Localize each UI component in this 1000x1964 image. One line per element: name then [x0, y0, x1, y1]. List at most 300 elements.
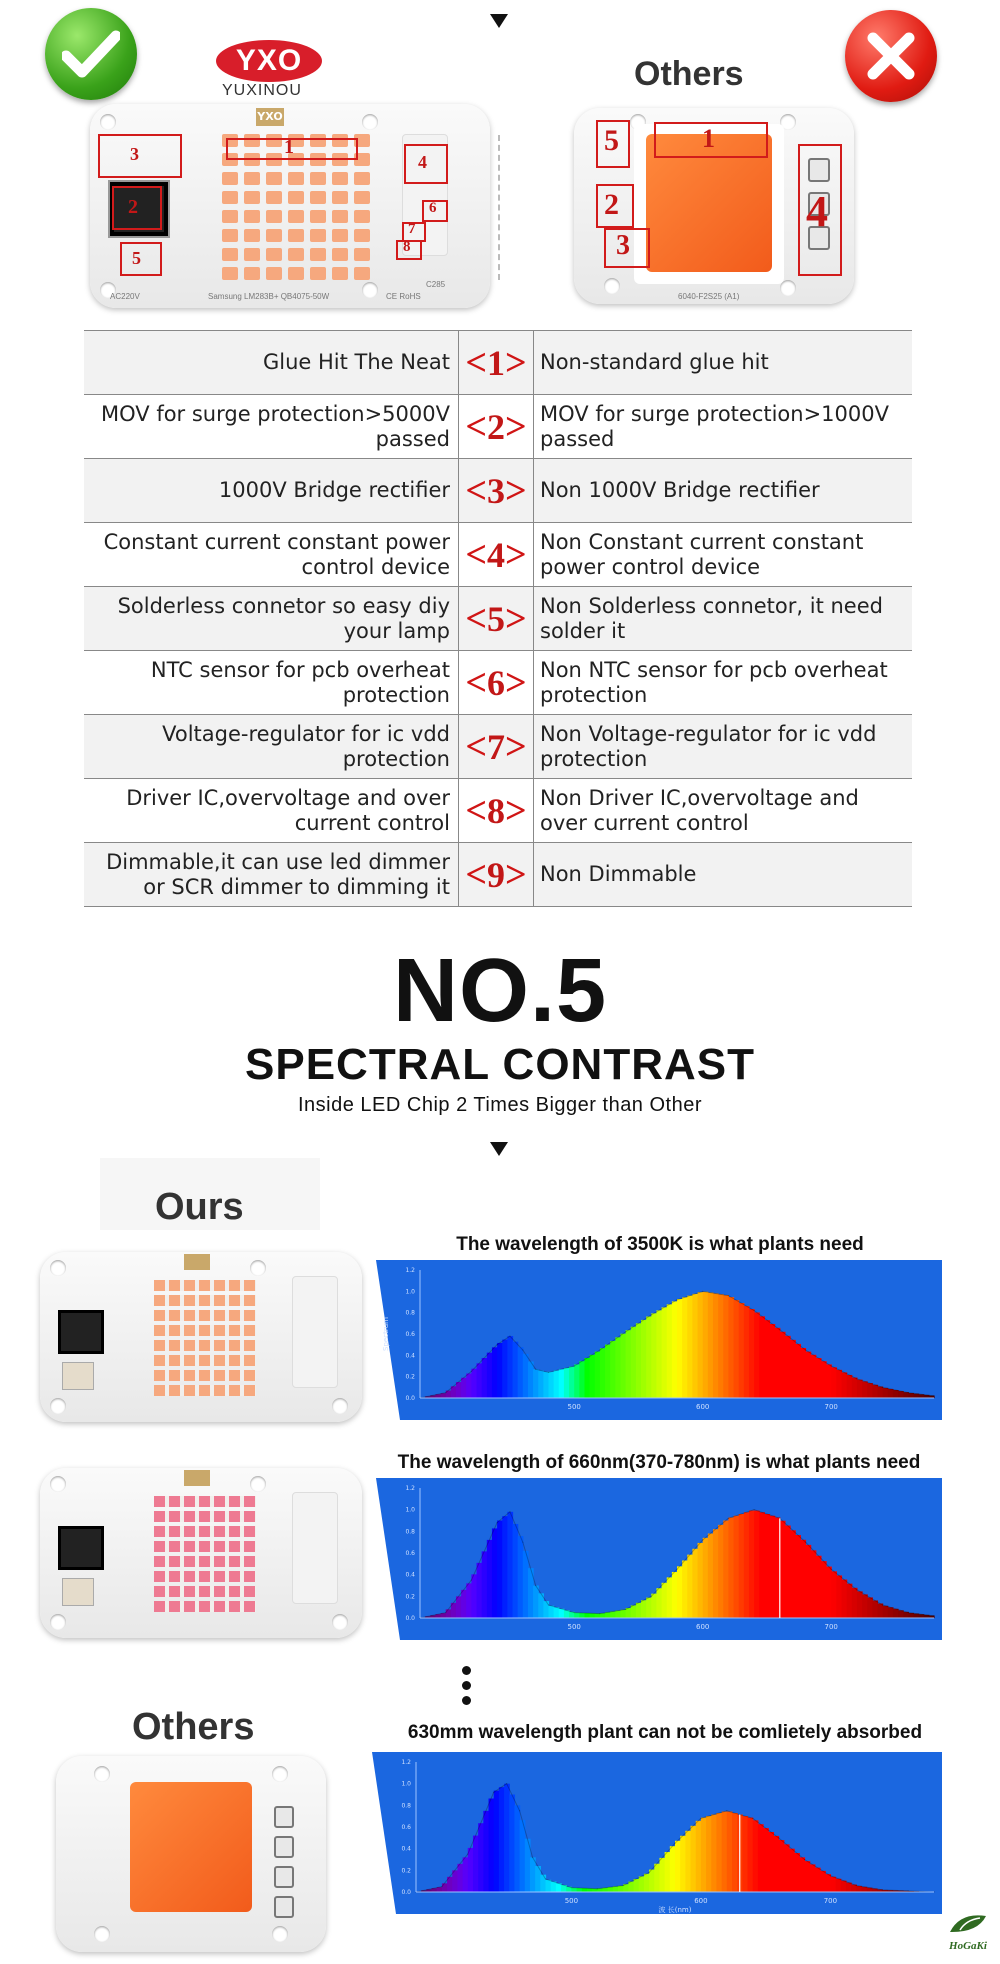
y-tick-label: 0.2 [401, 1867, 411, 1875]
spectrum-band [877, 1386, 883, 1398]
spectrum-band [763, 1828, 769, 1892]
row-number-value: 1 [487, 342, 505, 383]
spectrum-band [888, 1389, 894, 1398]
spectrum-band [608, 1887, 614, 1892]
spectrum-band [711, 1815, 717, 1892]
spectrum-band [461, 1378, 467, 1398]
others-feature: Non Dimmable [534, 843, 913, 907]
spectrum-band [785, 1525, 791, 1618]
mount-hole [272, 1926, 288, 1942]
spectrum-band [483, 1811, 489, 1892]
row-number [459, 779, 534, 843]
spectrum-band [728, 1297, 734, 1398]
spectrum-band [825, 1874, 831, 1892]
spectrum-band [574, 1613, 580, 1618]
y-tick-label: 0.8 [405, 1309, 415, 1317]
spectrum-band [800, 1348, 806, 1398]
chevron-left-icon: < [465, 597, 487, 640]
spectrum-band [753, 1820, 759, 1892]
spectrum-chart-2 [376, 1478, 942, 1640]
row-number [459, 651, 534, 715]
mov-component [58, 1526, 104, 1570]
spectrum-band [574, 1364, 580, 1398]
spectrum-band [883, 1606, 889, 1618]
mount-hole [250, 1260, 266, 1276]
spectrum-chart-1 [376, 1260, 942, 1420]
y-tick-label: 0.4 [401, 1845, 411, 1853]
spectrum-band [708, 1534, 714, 1619]
data-point [856, 1378, 857, 1379]
y-tick-label: 1.0 [405, 1288, 415, 1296]
mount-hole [50, 1260, 66, 1276]
x-axis-label: 波 长(nm) [658, 1906, 692, 1914]
row-number [459, 843, 534, 907]
row-number [459, 587, 534, 651]
spectrum-band [620, 1610, 626, 1618]
row-number-value: 9 [487, 854, 505, 895]
spectrum-band [888, 1607, 894, 1618]
spectrum-band [795, 1344, 801, 1398]
marker-2-box [112, 186, 162, 230]
others-board [56, 1756, 326, 1952]
data-point [726, 1810, 727, 1811]
y-tick-label: 0.0 [405, 1395, 415, 1402]
marker-6-box [422, 200, 448, 222]
data-point [599, 1613, 600, 1614]
mount-hole [362, 282, 378, 298]
chevron-right-icon: > [505, 661, 527, 704]
data-point [882, 1387, 883, 1388]
spectrum-band [773, 1836, 779, 1892]
spectrum-band [867, 1597, 873, 1618]
spectrum-band [489, 1799, 495, 1892]
y-tick-label: 0.8 [405, 1528, 415, 1536]
spectrum-band [836, 1370, 842, 1398]
spectrum-chart-3 [372, 1752, 942, 1914]
spectrum-band [759, 1316, 765, 1398]
marker-3-box [98, 134, 182, 178]
mount-hole [100, 114, 116, 130]
spectrum-band [723, 1521, 729, 1619]
chevron-left-icon: < [465, 341, 487, 384]
down-arrow-icon [490, 1142, 508, 1156]
row-number-value: 7 [487, 726, 505, 767]
data-point [445, 1392, 446, 1393]
spectrum-band [533, 1586, 539, 1619]
spectrum-band [507, 1336, 513, 1398]
brand-logo: YXO [216, 40, 322, 82]
spectrum-band [675, 1841, 681, 1892]
spectrum-band [779, 1840, 785, 1892]
spectrum-band [795, 1535, 801, 1618]
spectrum-band [816, 1358, 822, 1398]
spectrum-band [841, 1372, 847, 1398]
spectrum-band [477, 1563, 483, 1618]
spectrum-band [821, 1561, 827, 1618]
spectrum-band [554, 1607, 560, 1618]
spectrum-band [477, 1363, 483, 1398]
divider [498, 135, 500, 280]
spectrum-band [836, 1879, 842, 1892]
x-tick-label: 600 [694, 1897, 708, 1905]
spectrum-band [665, 1852, 671, 1892]
hogaki-logo [940, 1910, 996, 1950]
spectrum-band [775, 1328, 781, 1398]
data-point [471, 1371, 472, 1372]
spectrum-band [672, 1572, 678, 1618]
data-point [752, 1818, 753, 1819]
chevron-right-icon: > [505, 853, 527, 896]
spectrum-band [497, 1521, 503, 1619]
data-point [779, 1329, 780, 1330]
chevron-right-icon: > [505, 341, 527, 384]
others-feature: Non Driver IC,overvoltage and over current control [534, 779, 913, 843]
data-point [674, 1843, 675, 1844]
spectrum-band [492, 1347, 498, 1398]
spectrum-band [605, 1345, 611, 1398]
chart-1-title: The wavelength of 3500K is what plants need [456, 1234, 864, 1255]
chevron-right-icon: > [505, 725, 527, 768]
spectrum-band [758, 1824, 764, 1892]
marker-5-box [120, 242, 162, 276]
y-tick-label: 0.6 [405, 1550, 415, 1557]
spectrum-band [811, 1550, 817, 1618]
spectrum-band [739, 1303, 745, 1398]
spectrum-band [457, 1864, 463, 1892]
spectrum-band [620, 1334, 626, 1398]
spectrum-band [811, 1355, 817, 1398]
data-point [804, 1859, 805, 1860]
spectrum-band [877, 1603, 883, 1618]
spectrum-band [826, 1364, 832, 1398]
spectrum-band [631, 1327, 637, 1398]
spectrum-band [639, 1876, 645, 1892]
spectrum-band [631, 1605, 637, 1618]
spectrum-band [764, 1320, 770, 1398]
spectrum-band [514, 1805, 520, 1892]
mount-hole [272, 1766, 288, 1782]
rectifier-chip [274, 1836, 294, 1858]
connector [62, 1578, 94, 1606]
spectrum-band [546, 1880, 552, 1892]
data-point [933, 1395, 934, 1396]
data-point [471, 1579, 472, 1580]
spectrum-band [790, 1530, 796, 1618]
spectrum-band [504, 1784, 510, 1892]
data-point [574, 1612, 575, 1613]
others-feature: Non Voltage-regulator for ic vdd protection [534, 715, 913, 779]
others-led-board [574, 108, 854, 304]
spectrum-band [872, 1600, 878, 1618]
spectrum-band [893, 1609, 899, 1618]
spectrum-band [857, 1591, 863, 1618]
ours-feature: Solderless connetor so easy diy your lamp [84, 587, 459, 651]
spectrum-band [696, 1821, 702, 1892]
spectrum-band [518, 1347, 524, 1398]
mount-hole [332, 1398, 348, 1414]
rectifier-chip [274, 1866, 294, 1888]
spectrum-band [538, 1370, 544, 1398]
chevron-right-icon: > [505, 597, 527, 640]
spectrum-band [662, 1583, 668, 1618]
spectrum-band [722, 1812, 728, 1892]
data-point [522, 1542, 523, 1543]
spectrum-band [749, 1511, 755, 1618]
ce-label: CE RoHS [386, 292, 421, 301]
spectrum-band [667, 1577, 673, 1618]
spectrum-band [452, 1870, 458, 1892]
data-point [882, 1604, 883, 1605]
spectrum-band [618, 1886, 624, 1892]
data-point [676, 1569, 677, 1570]
spectrum-band [513, 1342, 519, 1398]
spectrum-band [549, 1372, 555, 1398]
spectrum-band [754, 1312, 760, 1398]
data-point [597, 1888, 598, 1889]
spectrum-band [672, 1301, 678, 1398]
data-point [545, 1878, 546, 1879]
spectrum-band [646, 1598, 652, 1618]
data-point [509, 1511, 510, 1512]
spectrum-band [502, 1340, 508, 1398]
spectrum-band [713, 1293, 719, 1398]
spectrum-band [703, 1292, 709, 1398]
spectrum-band [677, 1566, 683, 1618]
comparison-row [84, 779, 912, 843]
spectrum-band [742, 1816, 748, 1892]
ours-feature: NTC sensor for pcb overheat protection [84, 651, 459, 715]
x-tick-label: 700 [824, 1623, 838, 1631]
spectrum-band [468, 1848, 474, 1892]
model-label: Samsung LM283B+ QB4075-50W [208, 292, 330, 301]
spectrum-band [499, 1787, 505, 1892]
spectrum-band [528, 1362, 534, 1398]
spectrum-band [564, 1368, 570, 1398]
spectrum-band [830, 1877, 836, 1892]
spectrum-band [831, 1367, 837, 1398]
spectrum-band [654, 1864, 660, 1892]
mount-hole [94, 1926, 110, 1942]
led-array [154, 1492, 256, 1612]
data-point [548, 1604, 549, 1605]
spectrum-band [646, 1317, 652, 1398]
mount-hole [362, 114, 378, 130]
data-point [493, 1792, 494, 1793]
mount-hole [50, 1398, 66, 1414]
mount-hole [50, 1476, 66, 1492]
spectrum-band [595, 1614, 601, 1618]
spectrum-band [456, 1596, 462, 1618]
marker-4: 4 [418, 152, 427, 172]
spectrum-band [533, 1369, 539, 1398]
spectrum-band [748, 1818, 754, 1892]
y-tick-label: 1.2 [405, 1485, 415, 1492]
spectrum-band [810, 1864, 816, 1892]
data-point [623, 1885, 624, 1886]
spectrum-band [799, 1857, 805, 1892]
mount-hole [250, 1476, 266, 1492]
spectrum-band [509, 1795, 515, 1893]
ours-feature: 1000V Bridge rectifier [84, 459, 459, 523]
spectrum-band [590, 1613, 596, 1618]
driver-area [292, 1276, 338, 1388]
others-feature: Non-standard glue hit [534, 331, 913, 395]
brand-mark: HoGaKi [949, 1940, 987, 1952]
spectrum-band [442, 1883, 448, 1892]
y-tick-label: 0.6 [405, 1331, 415, 1338]
data-point [649, 1872, 650, 1873]
data-point [831, 1569, 832, 1570]
spectrum-band [806, 1352, 812, 1398]
spectrum-band [551, 1882, 557, 1892]
row-number-value: 3 [487, 470, 505, 511]
ours-feature: MOV for surge protection>5000V passed [84, 395, 459, 459]
spectrum-band [749, 1309, 755, 1398]
data-point [535, 1369, 536, 1370]
data-point [506, 1783, 507, 1784]
ac-label: AC220V [110, 292, 140, 301]
spectrum-band [513, 1524, 519, 1618]
spectrum-band [670, 1846, 676, 1892]
spectrum-band [718, 1294, 724, 1398]
data-point [519, 1810, 520, 1811]
spectrum-band [800, 1540, 806, 1618]
chevron-right-icon: > [505, 789, 527, 832]
data-point [509, 1336, 510, 1337]
spectrum-band [898, 1391, 904, 1398]
led-array [154, 1276, 256, 1396]
spectrum-band [780, 1521, 786, 1618]
spectrum-band [482, 1551, 488, 1618]
yxo-led-board [90, 104, 490, 308]
comparison-row [84, 523, 912, 587]
spectrum-band [466, 1373, 472, 1398]
mount-hole [604, 278, 620, 294]
leaf-icon [940, 1910, 996, 1936]
spectrum-band [662, 1307, 668, 1398]
data-point [908, 1890, 909, 1891]
spectrum-band [554, 1370, 560, 1398]
y-tick-label: 1.2 [405, 1267, 415, 1274]
spectrum-band [732, 1813, 738, 1892]
spectrum-band [713, 1529, 719, 1618]
spectrum-band [615, 1611, 621, 1618]
section-heading: NO.5 [392, 941, 608, 1041]
marker-5: 5 [132, 248, 141, 268]
marker-4-box [798, 144, 842, 276]
y-tick-label: 0.4 [405, 1352, 415, 1360]
y-tick-label: 0.0 [401, 1889, 411, 1896]
marker-5: 5 [604, 124, 619, 157]
data-point [548, 1372, 549, 1373]
marker-1-box [226, 138, 358, 160]
data-point [728, 1518, 729, 1519]
spectrum-band [636, 1323, 642, 1398]
spectrum-band [789, 1849, 795, 1892]
rectifier-chip [274, 1806, 294, 1828]
marker-1: 1 [284, 136, 294, 158]
x-tick-label: 600 [696, 1623, 710, 1631]
spectrum-band [698, 1292, 704, 1398]
spectrum-band [836, 1575, 842, 1618]
spectrum-band [856, 1886, 862, 1892]
spectrum-band [463, 1857, 469, 1892]
spectrum-band [584, 1358, 590, 1398]
others-title: Others [634, 55, 744, 93]
data-point [831, 1365, 832, 1366]
spectrum-band [518, 1536, 524, 1618]
data-point [535, 1585, 536, 1586]
spectrum-band [820, 1871, 826, 1892]
spectrum-band [682, 1297, 688, 1398]
data-point [497, 1522, 498, 1523]
spectrum-band [785, 1336, 791, 1398]
spectrum-band [466, 1583, 472, 1618]
spectrum-band [816, 1556, 822, 1618]
y-tick-label: 1.2 [401, 1759, 411, 1766]
spectrum-band [600, 1348, 606, 1398]
spectrum-band [784, 1844, 790, 1892]
chevron-right-icon: > [505, 533, 527, 576]
mount-hole [780, 280, 796, 296]
row-number [459, 459, 534, 523]
spectrum-band [487, 1540, 493, 1618]
data-point [522, 1349, 523, 1350]
row-number-value: 5 [487, 598, 505, 639]
others-feature: Non Solderless connetor, it need solder it [534, 587, 913, 651]
spectrum-band [862, 1381, 868, 1398]
plate-logo [184, 1254, 210, 1270]
chevron-left-icon: < [465, 853, 487, 896]
spectrum-band [687, 1555, 693, 1618]
data-point [625, 1609, 626, 1610]
spectrum-band [826, 1567, 832, 1618]
spectrum-band [641, 1600, 647, 1618]
data-point [908, 1392, 909, 1393]
marker-8: 8 [403, 239, 411, 255]
comparison-row [84, 331, 912, 395]
connector [62, 1362, 94, 1390]
spectrum-band [841, 1881, 847, 1892]
spectrum-band [543, 1372, 549, 1398]
comparison-table [84, 330, 912, 907]
row-number-value: 4 [487, 534, 505, 575]
x-tick-label: 600 [696, 1403, 710, 1411]
marker-3: 3 [130, 144, 139, 164]
spectrum-band [677, 1299, 683, 1398]
mov-component [58, 1310, 104, 1354]
data-point [532, 1857, 533, 1858]
spectrum-band [543, 1601, 549, 1618]
y-tick-label: 0.4 [405, 1571, 415, 1579]
data-point [700, 1818, 701, 1819]
ours-feature: Glue Hit The Neat [84, 331, 459, 395]
marker-4: 4 [806, 187, 828, 236]
data-point [728, 1295, 729, 1296]
spectrum-band [680, 1836, 686, 1892]
y-tick-label: 1.0 [401, 1780, 411, 1788]
row-number [459, 395, 534, 459]
down-arrow-icon [490, 14, 508, 28]
chevron-left-icon: < [465, 661, 487, 704]
spectrum-band [494, 1791, 500, 1892]
spectrum-band [478, 1823, 484, 1892]
data-point [908, 1612, 909, 1613]
data-point [574, 1365, 575, 1366]
spectrum-band [644, 1874, 650, 1892]
spectrum-band [847, 1375, 853, 1398]
comparison-row [84, 459, 912, 523]
